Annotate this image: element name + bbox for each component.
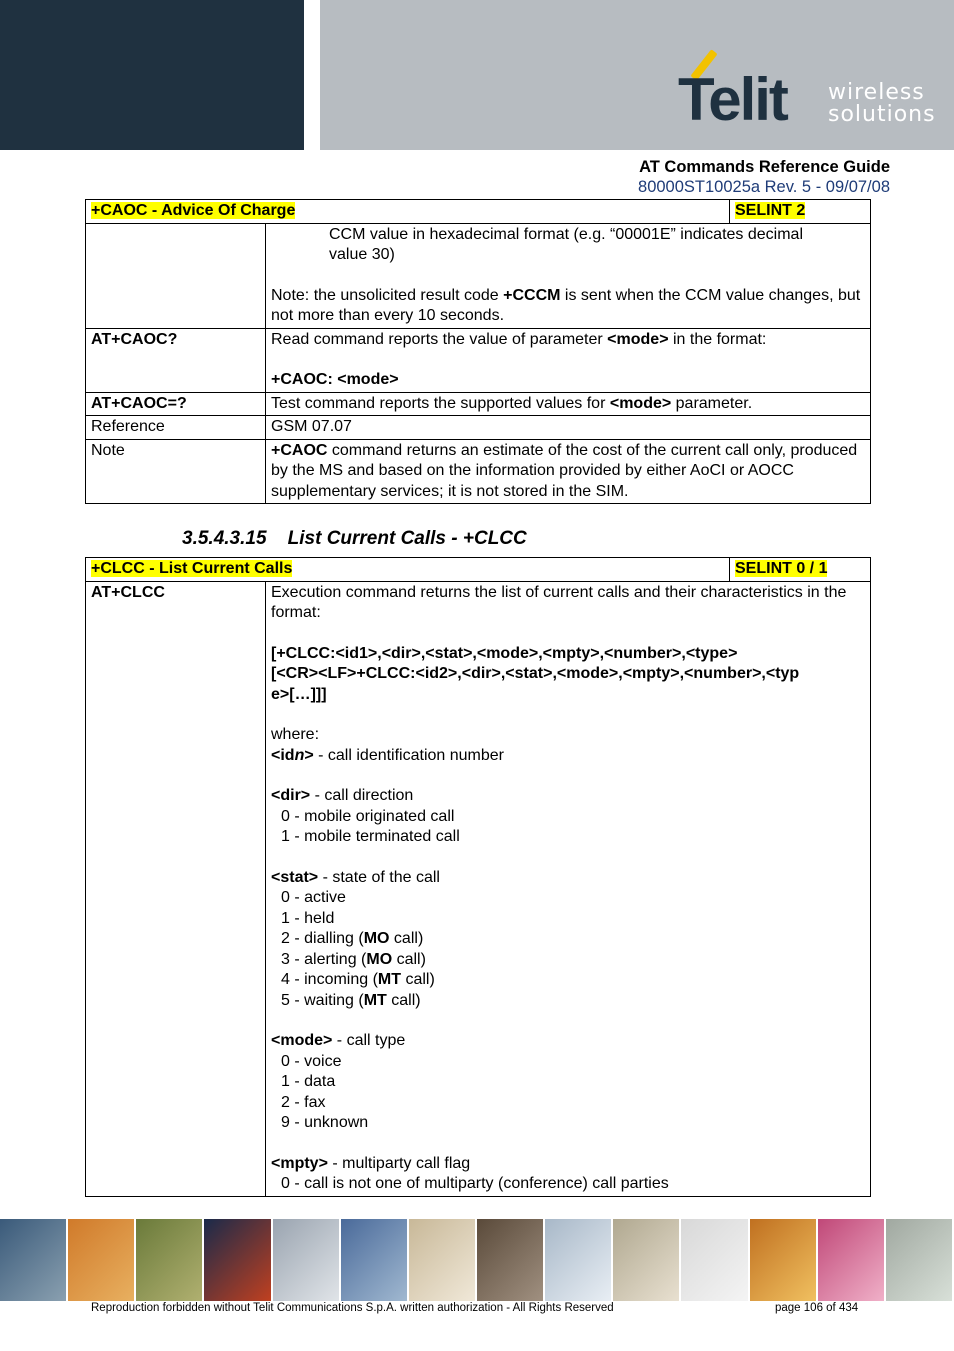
footer-photo	[204, 1219, 270, 1301]
stat-value-3: 3 - alerting (MO call)	[281, 950, 426, 968]
dir-value-1: 1 - mobile terminated call	[281, 828, 460, 845]
caoc-ccm-label	[86, 223, 266, 328]
page-footer	[91, 1302, 871, 1314]
caoc-test-row	[86, 392, 871, 416]
stat-value-4: 4 - incoming (MT call)	[281, 971, 435, 988]
footer-photo-strip	[0, 1219, 954, 1301]
caoc-ccm-row	[86, 223, 871, 328]
caoc-read-row	[86, 328, 871, 392]
doc-title: AT Commands Reference Guide	[639, 158, 890, 176]
where-label: where:	[271, 726, 320, 743]
ccm-line-2: value 30)	[329, 246, 395, 263]
cccm-note: Note: the unsolicited result code +CCCM is sent when the CCM value changes, but not more than every 10 seconds.	[271, 286, 861, 324]
clcc-title-row	[86, 558, 871, 582]
footer-photo	[341, 1219, 407, 1301]
caoc-selint-cell	[730, 200, 871, 224]
param-idn: <idn> - call identification number	[271, 746, 504, 764]
mode-value-2: 2 - fax	[281, 1093, 326, 1111]
footer-photo	[273, 1219, 339, 1301]
footer-photo	[68, 1219, 134, 1301]
caoc-test-desc: Test command reports the supported values for <mode> parameter.	[266, 392, 871, 416]
caoc-reference-value: GSM 07.07	[266, 416, 871, 440]
footer-notice: Reproduction forbidden without Telit Communications S.p.A. written authorization - All Rights Reserved	[91, 1302, 614, 1314]
caoc-title-cell	[86, 200, 730, 224]
caoc-title-row	[86, 200, 871, 224]
footer-photo	[477, 1219, 543, 1301]
logo-tagline-line1: wireless	[828, 80, 925, 105]
mode-value-9: 9 - unknown	[281, 1114, 369, 1131]
param-stat: <stat> - state of the call	[271, 868, 440, 886]
logo-tagline-line2: solutions	[828, 102, 936, 127]
section-heading: 3.5.4.3.15 List Current Calls - +CLCC	[182, 528, 527, 549]
caoc-ccm-desc	[266, 223, 871, 328]
caoc-table	[85, 199, 871, 504]
footer-photo	[0, 1219, 66, 1301]
caoc-reference-row	[86, 416, 871, 440]
footer-photo	[681, 1219, 747, 1301]
caoc-read-format: +CAOC: <mode>	[271, 371, 399, 388]
ccm-line-1: CCM value in hexadecimal format (e.g. “00001E” indicates decimal	[329, 225, 803, 243]
footer-photo	[886, 1219, 952, 1301]
clcc-table	[85, 557, 871, 1197]
clcc-selint: SELINT 0 / 1	[735, 560, 828, 577]
header-dark-panel	[0, 0, 304, 150]
format-line-2: [<CR><LF>+CLCC:<id2>,<dir>,<stat>,<mode>,<mpty>,<number>,<typ	[271, 665, 800, 682]
param-mode: <mode> - call type	[271, 1032, 406, 1049]
clcc-exec-row	[86, 581, 871, 1196]
clcc-selint-cell	[730, 558, 871, 582]
footer-photo	[750, 1219, 816, 1301]
format-line-1: [+CLCC:<id1>,<dir>,<stat>,<mode>,<mpty>,<number>,<type>	[271, 644, 738, 662]
header-gray-panel	[320, 0, 954, 150]
caoc-read-desc: Read command reports the value of parameter <mode> in the format: +CAOC: <mode>	[266, 328, 871, 392]
format-line-3: e>[…]]]	[271, 685, 327, 703]
footer-photo	[613, 1219, 679, 1301]
page-number: page 106 of 434	[775, 1302, 859, 1314]
doc-revision: 80000ST10025a Rev. 5 - 09/07/08	[638, 178, 890, 196]
footer-photo	[409, 1219, 475, 1301]
clcc-exec-desc	[266, 581, 871, 1196]
footer-photo	[545, 1219, 611, 1301]
caoc-title: +CAOC - Advice Of Charge	[91, 202, 296, 219]
footer-photo	[818, 1219, 884, 1301]
stat-value-2: 2 - dialling (MO call)	[281, 930, 424, 947]
mode-value-1: 1 - data	[281, 1073, 336, 1090]
stat-value-5: 5 - waiting (MT call)	[281, 991, 421, 1009]
dir-value-0: 0 - mobile originated call	[281, 807, 455, 825]
caoc-note-label: Note	[86, 439, 266, 504]
clcc-title-cell	[86, 558, 730, 582]
caoc-note-row	[86, 439, 871, 504]
stat-value-0: 0 - active	[281, 889, 346, 906]
caoc-note-text: +CAOC command returns an estimate of the cost of the current call only, produced by the MS and based on the information provided by either AoCI or AOCC supplementary services; it is not stored in the SIM.	[266, 439, 871, 504]
clcc-cmd: AT+CLCC	[86, 581, 266, 1196]
logo-text: Telit	[678, 66, 787, 133]
caoc-read-cmd: AT+CAOC?	[86, 328, 266, 392]
caoc-reference-label: Reference	[86, 416, 266, 440]
caoc-selint: SELINT 2	[735, 202, 806, 219]
footer-photo	[136, 1219, 202, 1301]
caoc-test-cmd: AT+CAOC=?	[86, 392, 266, 416]
mpty-value-0: 0 - call is not one of multiparty (conference) call parties	[281, 1175, 669, 1192]
clcc-title: +CLCC - List Current Calls	[91, 560, 293, 577]
stat-value-1: 1 - held	[281, 909, 335, 927]
logo-tagline	[828, 82, 936, 126]
param-dir: <dir> - call direction	[271, 787, 414, 804]
param-mpty: <mpty> - multiparty call flag	[271, 1154, 471, 1172]
mode-value-0: 0 - voice	[281, 1052, 342, 1070]
exec-description: Execution command returns the list of current calls and their characteristics in the format:	[271, 583, 847, 621]
